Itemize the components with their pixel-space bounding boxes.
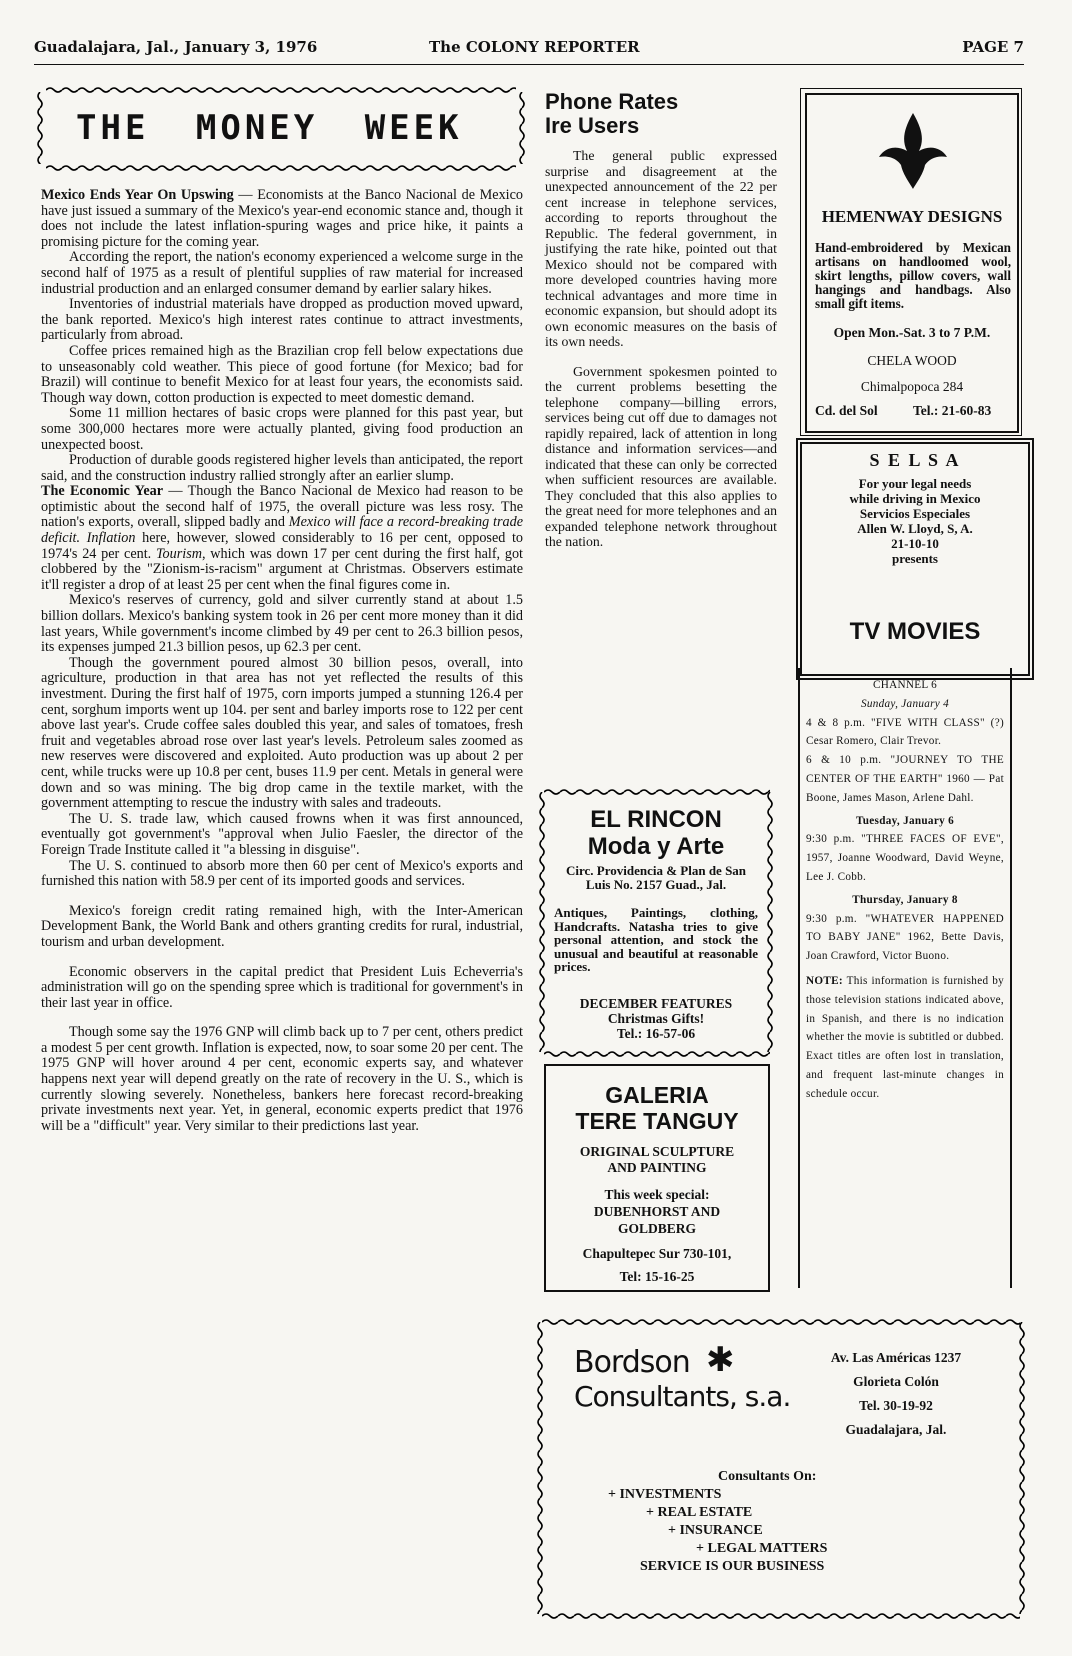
- selsa-name: S E L S A: [869, 450, 961, 470]
- hemenway-tel: Tel.: 21-60-83: [913, 403, 992, 418]
- phone-headline: [545, 90, 678, 138]
- p2: According the report, the nation's economy experienced a welcome surge in the second half of 1975 as a result of plentiful supplies of raw material for increased industrial production and an enlarged consumer demand by earlier salary hikes.: [41, 249, 523, 297]
- tv-entry-4: 9:30 p.m. "WHATEVER HAPPENED TO BABY JANE" 1962, Bette Davis, Joan Crawford, Victor Buono.: [806, 912, 1004, 963]
- selsa-l3: Servicios Especiales: [859, 506, 971, 521]
- bordson-addr-2: Glorieta Colón: [853, 1374, 939, 1389]
- selsa-lines: [802, 476, 1028, 566]
- galeria-l5: GOLDBERG: [617, 1221, 696, 1236]
- galeria-l1: ORIGINAL SCULPTURE: [579, 1144, 735, 1159]
- p7-it1: Mexico will face a record-breaking trade deficit. Inflation: [41, 514, 523, 547]
- p6: Production of durable goods registered higher levels than anticipated, the report said, and the construction industry rallied strongly after an earlier slump.: [41, 452, 523, 484]
- header-rule: [34, 64, 1024, 65]
- bordson-logo-1: Bordson: [574, 1345, 690, 1380]
- galeria-ad: [544, 1064, 770, 1292]
- page-number: PAGE 7: [962, 38, 1024, 56]
- p7-b: here, however, slowed considerably to 16 per cent, opposed to 1974's 24 per cent.: [41, 530, 523, 562]
- tv-note: This information is furnished by those television stations indicated above, in Spanish, and there is no indication whether the movie is subtitled or dubbed. Exact titles are often lost in translation, and frequent last-minute changes in schedule occur.: [806, 974, 1004, 1100]
- bordson-city: Guadalajara, Jal.: [845, 1422, 947, 1437]
- selsa-ad: [796, 438, 1034, 680]
- fleur-icon: [871, 109, 955, 193]
- rincon-ad: [538, 788, 774, 1060]
- hemenway-name: HEMENWAY DESIGNS: [821, 207, 1003, 226]
- p14: Though some say the 1976 GNP will climb back up to 7 per cent, others predict a modest 5 per cent growth. Inflation is expected, now, to soar some 20 per cent. The 1975 GNP will hover around 4 per cent, economic experts say, and whatever happens next year will depend greatly on the rate of recovery in the U. S., which is currently slowing severely. Nonetheless, bankers here forecast record-breaking private investments next year. Yet, in general, economic experts predict that 1976 will be a "difficult" year. Very similar to their predictions last year.: [41, 1024, 523, 1134]
- p1-body: — Economists at the Banco Nacional de Mexico have just issued a summary of the Mexico's year-end economic stance and, though it does not include the latest inflation-spuring wages and price hike, it paints a promising picture for the coming year.: [41, 187, 523, 250]
- p4: Coffee prices remained high as the Brazilian crop fell below expectations due to unseasonably cold weather. This piece of good fortune (for Mexico; bad for Brazil) will continue to benefit Mexico for at least four years, the economists said. Though way down, cotton production is expected to meet domestic demand.: [41, 342, 523, 406]
- phone-article: [545, 148, 777, 550]
- paper-title: The COLONY REPORTER: [429, 38, 640, 56]
- bordson-consultants: Consultants On:: [718, 1469, 817, 1484]
- selsa-l4: Allen W. Lloyd, S, A.: [857, 521, 973, 536]
- galeria-l6: Chapultepec Sur 730-101,: [582, 1246, 732, 1261]
- p12: Mexico's foreign credit rating remained high, with the Inter-American Development Bank, the World Bank and others granting credits for rural, industrial, tourism and urban development.: [41, 902, 523, 950]
- p10: The U. S. trade law, which caused frowns when it was first announced, eventually got government's "approval when Julio Faesler, the director of the Foreign Trade Institute called it "a blessing in disguise".: [41, 810, 523, 858]
- page-header: [34, 38, 1024, 60]
- selsa-l1: For your legal needs: [858, 476, 972, 491]
- hemenway-city: Cd. del Sol: [815, 403, 878, 418]
- p8: Mexico's reserves of currency, gold and silver currently stand at about 1.5 billion dollars. Mexico's banking system took in 26 per cent more money than it did last years, While government's income climbed by 49 per cent to 26.3 billion pesos, its expenses jumped 21.3 billion pesos, up 62.3 per cent.: [41, 592, 523, 656]
- p3: Inventories of industrial materials have dropped as production moved upward, the bank reported. Mexico's high interest rates continue to attract investments, particularly from abroad.: [41, 296, 523, 344]
- money-week-article: [41, 188, 523, 1134]
- tv-title: TV MOVIES: [849, 618, 981, 645]
- tv-day-3: Thursday, January 8: [852, 893, 958, 906]
- phone-p2: Government spokesmen pointed to the current problems besetting the telephone company—billing errors, services being cut off due to damages not rapidly repaired, lack of attention in long distance and information services—and indicated that these can only be corrected when sufficient resources are available. They concluded that this also applies to the great need for more telephones and an expanded telephone network throughout the nation.: [545, 363, 777, 549]
- p13: Economic observers in the capital predict that President Luis Echeverria's administration will go on the spending spree which is traditional for government's in their last year in office.: [41, 963, 523, 1011]
- rincon-addr: Circ. Providencia & Plan de San Luis No. 2157 Guad., Jal.: [565, 863, 747, 892]
- galeria-name-2: TERE TANGUY: [575, 1108, 739, 1134]
- galeria-l3: This week special:: [604, 1187, 710, 1202]
- rincon-feat-1: DECEMBER FEATURES: [579, 996, 733, 1011]
- hemenway-desc: Hand-embroidered by Mexican artisans on handloomed wool, skirt lengths, pillow covers, wall hangings and handbags. Also small gift items.: [815, 240, 1011, 311]
- rincon-tel: Tel.: 16-57-06: [616, 1026, 696, 1041]
- hemenway-contact: CHELA WOOD: [867, 353, 957, 368]
- galeria-name-1: GALERIA: [605, 1082, 709, 1108]
- phone-p1: The general public expressed surprise and disagreement at the unexpected announcement of the 22 per cent increase in telephone services, according to reports throughout the Republic. The federal government, in justifying the rate hike, pointed out that Mexico should not be compared with more developed countries having more technical advantages and more time in economic expansion, but should adopt its own economic measures on the basis of its own needs.: [545, 148, 777, 349]
- hemenway-ad: [800, 88, 1022, 436]
- bordson-logo-2: Consultants, s.a.: [574, 1380, 791, 1413]
- selsa-l2: while driving in Mexico: [849, 491, 981, 506]
- p11: The U. S. continued to absorb more then 60 per cent of Mexico's exports and furnished this nation with 58.9 per cent of its imported goods and services.: [41, 857, 523, 890]
- bordson-addr-1: Av. Las Américas 1237: [830, 1350, 962, 1365]
- bordson-s2: + REAL ESTATE: [646, 1505, 753, 1520]
- galeria-tel: Tel: 15-16-25: [619, 1269, 695, 1284]
- galeria-l4: DUBENHORST AND: [593, 1204, 721, 1219]
- p7-it2: Tourism: [155, 545, 202, 562]
- rincon-desc: Antiques, Paintings, clothing, Handcrafts. Natasha tries to give personal attention, and stock the unusual and beautiful at reasonable prices.: [554, 905, 758, 974]
- bordson-ad: [536, 1318, 1026, 1622]
- p7-c: , which was down 17 per cent during the first half, got clobbered by the "Zionism-is-racism" argument at Christmas. Observers estimate it'll register a drop of at least 25 per cent when the final figures come in.: [41, 545, 523, 593]
- tv-note-head: NOTE:: [806, 974, 843, 987]
- bordson-s1: + INVESTMENTS: [608, 1487, 722, 1502]
- rincon-feat-2: Christmas Gifts!: [607, 1011, 705, 1026]
- money-week-title: THE MONEY WEEK: [76, 108, 463, 148]
- p5: Some 11 million hectares of basic crops were planned for this past year, but some 300,000 hectares more were actually planted, giving food production an unexpected boost.: [41, 405, 523, 453]
- tv-day-2: Tuesday, January 6: [856, 814, 954, 827]
- p1-head: Mexico Ends Year On Upswing: [41, 187, 234, 203]
- p7-head: The Economic Year: [41, 483, 164, 500]
- phone-title-1: Phone Rates: [545, 89, 679, 114]
- tv-entry-1: 4 & 8 p.m. "FIVE WITH CLASS" (?) Cesar Romero, Clair Trevor.: [806, 716, 1004, 748]
- phone-title-2: Ire Users: [545, 113, 640, 138]
- rincon-name-1: EL RINCON: [590, 806, 722, 833]
- p7-a: — Though the Banco Nacional de Mexico had reason to be optimistic about the second half of 1975, the overall picture was less rosy. The nation's exports, overall, slipped badly and: [41, 483, 523, 531]
- tv-day-1: Sunday, January 4: [860, 697, 950, 710]
- hemenway-hours: Open Mon.-Sat. 3 to 7 P.M.: [833, 325, 991, 340]
- dateline: Guadalajara, Jal., January 3, 1976: [34, 38, 318, 56]
- tv-channel: CHANNEL 6: [872, 679, 938, 691]
- tv-entry-3: 9:30 p.m. "THREE FACES OF EVE", 1957, Joanne Woodward, David Weyne, Lee J. Cobb.: [806, 833, 1004, 883]
- tv-listings: [798, 668, 1012, 1288]
- bordson-s4: + LEGAL MATTERS: [696, 1541, 828, 1556]
- bordson-tel: Tel. 30-19-92: [859, 1398, 933, 1413]
- tv-entry-2: 6 & 10 p.m. "JOURNEY TO THE CENTER OF THE EARTH" 1960 — Pat Boone, James Mason, Arlene Dahl.: [806, 754, 1004, 804]
- p9: Though the government poured almost 30 billion pesos, overall, into agriculture, production in that area has not yet reflected the results of this investment. During the first half of 1975, corn imports jumped a stunning 126.4 per cent, sorghum imports went up 104. per sent and barley imports rose to 122 per cent above last year's. Crude coffee sales doubled this year, and sales of tomatoes, fresh fruit and vegetables abroad rose over last year's levels. Petroleum sales zoomed as new reserves were discovered and exploited. Auto production was up about 2 per cent, while trucks were up 10.8 per cent, buses 11.9 per cent. Metals in general were down and so was mining. The big drop came in the textile market, with the government attempting to rescue the industry with sales and tradeouts.: [41, 654, 523, 812]
- rincon-name-2: Moda y Arte: [587, 833, 725, 860]
- hemenway-street: Chimalpopoca 284: [860, 379, 964, 394]
- money-week-banner: [36, 86, 526, 176]
- bordson-s5: SERVICE IS OUR BUSINESS: [640, 1559, 825, 1574]
- selsa-l6: presents: [892, 551, 938, 566]
- galeria-l2: AND PAINTING: [607, 1160, 707, 1175]
- bordson-s3: + INSURANCE: [668, 1523, 763, 1538]
- snowflake-icon: ✱: [706, 1342, 735, 1379]
- selsa-l5: 21-10-10: [891, 536, 939, 551]
